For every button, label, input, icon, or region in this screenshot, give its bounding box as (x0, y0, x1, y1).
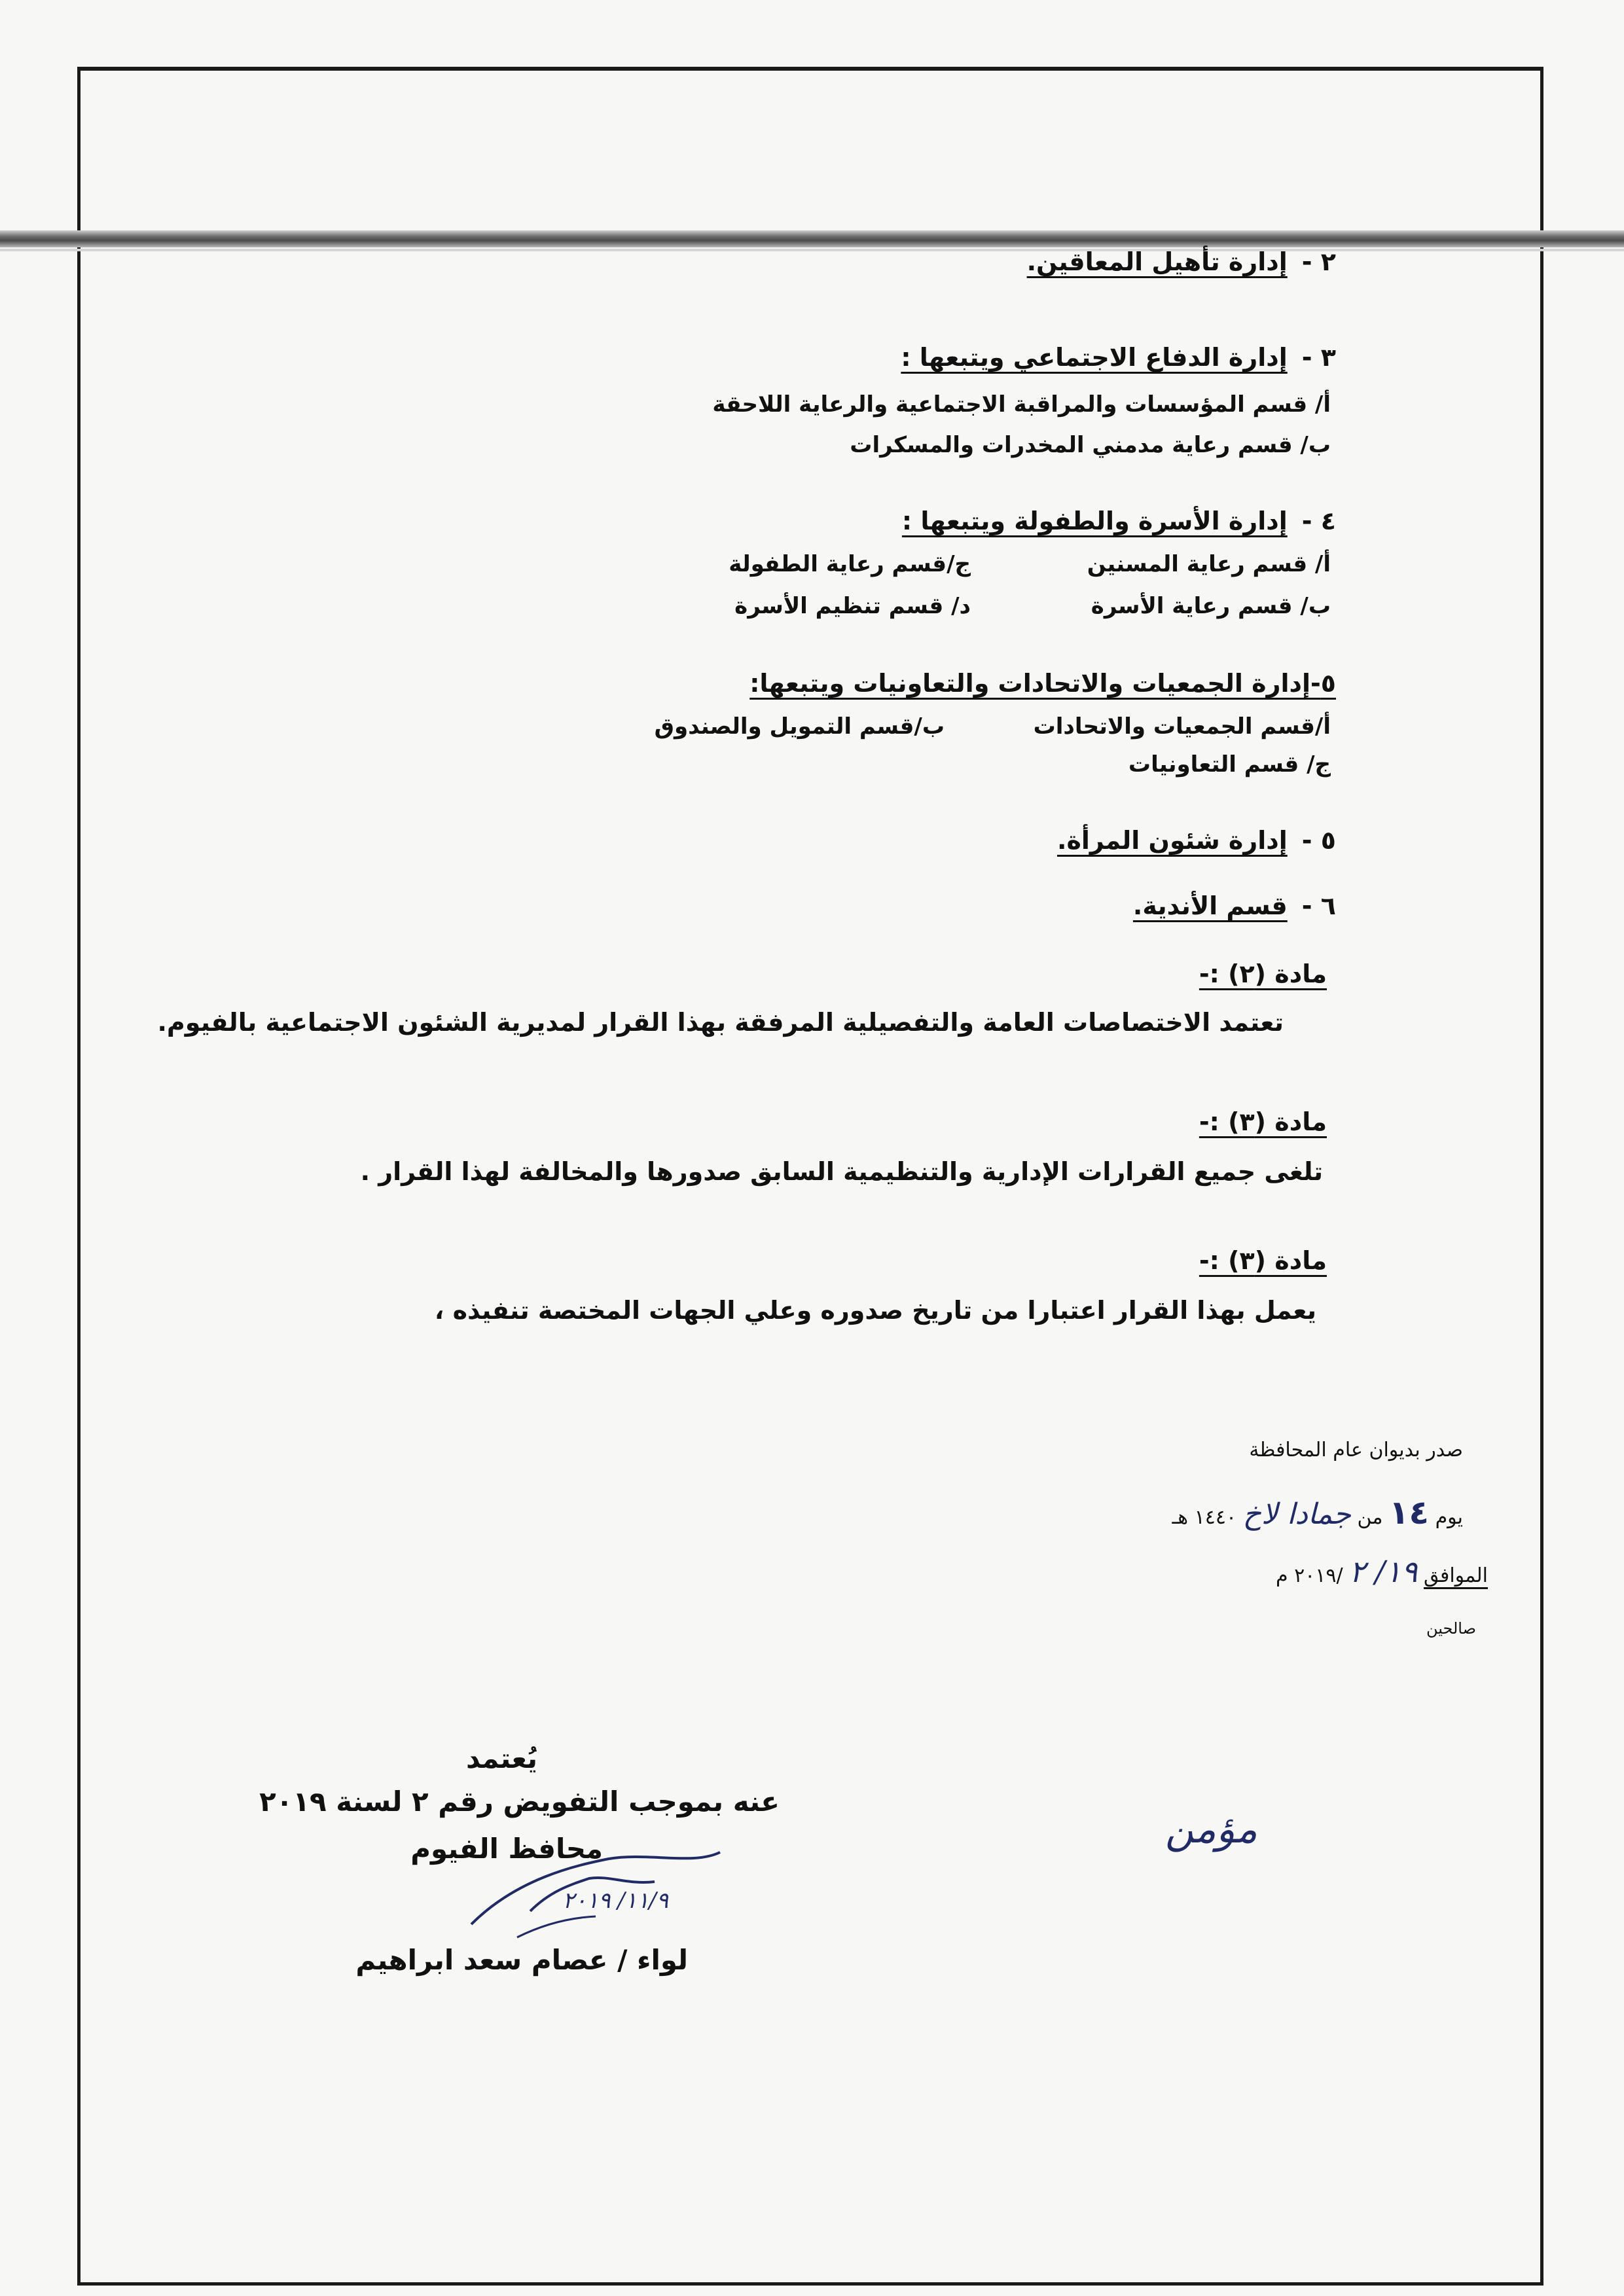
section-2-heading: ٢ -إدارة تأهيل المعاقين. (1026, 247, 1336, 276)
signatory-name: لواء / عصام سعد ابراهيم (355, 1944, 688, 1976)
section-3-item-b: ب/ قسم رعاية مدمني المخدرات والمسكرات (850, 432, 1331, 458)
article-3-text: تلغى جميع القرارات الإدارية والتنظيمية السابق صدورها والمخالفة لهذا القرار . (360, 1157, 1323, 1186)
section-5b-heading: ٥ -إدارة شئون المرأة. (1057, 826, 1336, 855)
section-5-item-a: أ/قسم الجمعيات والاتحادات (1033, 713, 1331, 740)
section-4-item-c: ج/قسم رعاية الطفولة (729, 551, 971, 577)
article-3b-text: يعمل بهذا القرار اعتبارا من تاريخ صدوره وعلي الجهات المختصة تنفيذه ، (434, 1296, 1316, 1325)
article-2-title: مادة (٢) :- (1199, 960, 1327, 988)
scan-artifact-line-2 (0, 249, 1624, 251)
article-3-title: مادة (٣) :- (1199, 1107, 1327, 1136)
section-5-item-b: ب/قسم التمويل والصندوق (654, 713, 945, 740)
typist-name: صالحين (1426, 1619, 1476, 1638)
delegation-line: عنه بموجب التفويض رقم ٢ لسنة ٢٠١٩ (259, 1785, 780, 1818)
article-2-text: تعتمد الاختصاصات العامة والتفصيلية المرفقة بهذا القرار لمديرية الشئون الاجتماعية بالفيوم. (157, 1008, 1284, 1037)
section-4-item-a: أ/ قسم رعاية المسنين (1087, 551, 1331, 577)
section-3-heading: ٣ -إدارة الدفاع الاجتماعي ويتبعها : (901, 343, 1336, 372)
section-6-heading: ٦ -قسم الأندية. (1132, 891, 1336, 920)
scan-artifact-line (0, 230, 1624, 247)
section-4-heading: ٤ -إدارة الأسرة والطفولة ويتبعها : (901, 507, 1336, 535)
governor-title: محافظ الفيوم (410, 1833, 603, 1865)
section-5-heading: ٥-إدارة الجمعيات والاتحادات والتعاونيات ويتبعها: (749, 669, 1336, 698)
issued-at-line: صدر بديوان عام المحافظة (1249, 1439, 1463, 1462)
signature-hand-date: ١١/٩/ ٢٠١٩ (562, 1888, 668, 1914)
approval-label: يُعتمد (465, 1742, 537, 1774)
issued-gregorian-date: الموافق ١٩/ ٢ /٢٠١٩ م (1275, 1554, 1488, 1589)
section-3-item-a: أ/ قسم المؤسسات والمراقبة الاجتماعية والرعاية اللاحقة (712, 391, 1331, 418)
section-4-item-d: د/ قسم تنظيم الأسرة (734, 593, 971, 619)
issued-hijri-date: يوم ١٤ من جمادا لاخ ١٤٤٠ هـ (1172, 1494, 1463, 1532)
section-5-item-c: ج/ قسم التعاونيات (1128, 751, 1331, 778)
article-3b-title: مادة (٣) :- (1199, 1246, 1327, 1275)
section-4-item-b: ب/ قسم رعاية الأسرة (1091, 593, 1331, 619)
handwritten-initials: مؤمن (1165, 1806, 1257, 1852)
